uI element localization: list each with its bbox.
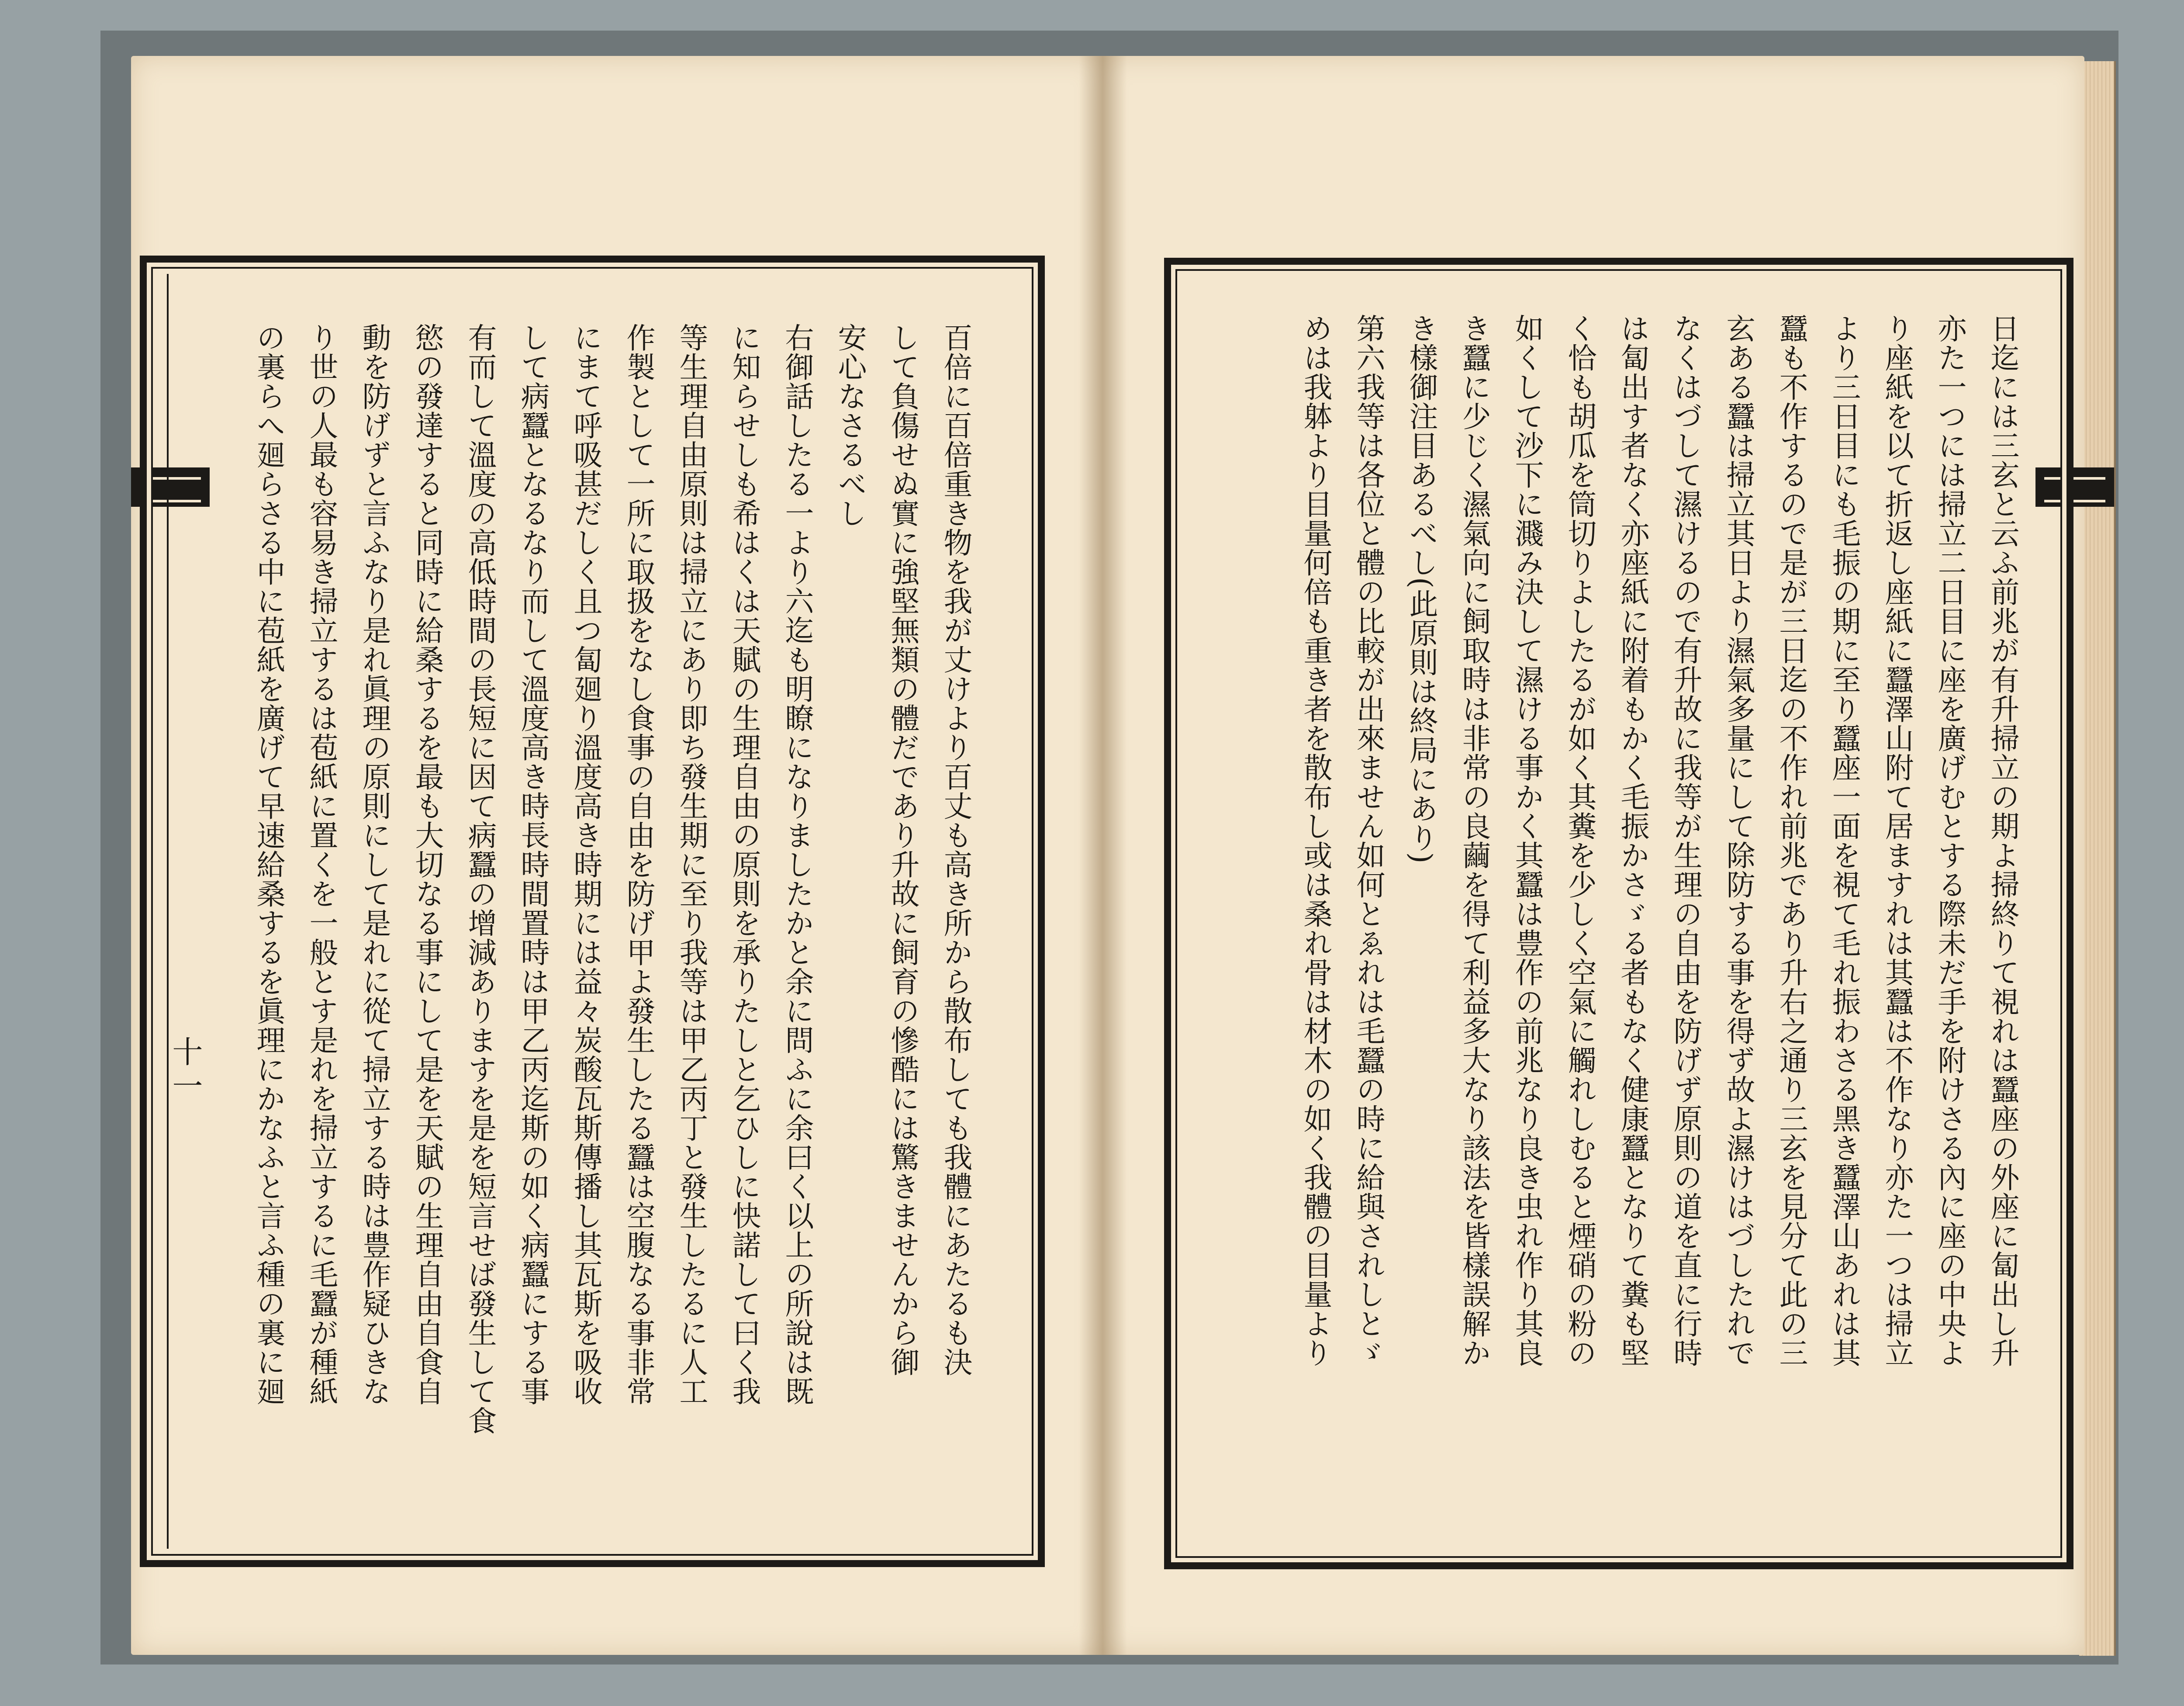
- text-column: り座紙を以て折返し座紙に蠶澤山附て居ますれは其蠶は不作なり亦た一つは掃立: [1880, 314, 1914, 1367]
- page-edge-stack: [2079, 61, 2116, 1656]
- text-column: めは我躰より目量何倍も重き者を散布し或は桑れ骨は材木の如く我體の目量より: [1299, 314, 1332, 1367]
- text-column: 玄ある蠶は掃立其日より濕氣多量にして除防する事を得ず故よ濕けはづしたれで: [1721, 314, 1755, 1367]
- text-column: より三日目にも毛振の期に至り蠶座一面を視て毛れ振わさる黑き蠶澤山あれは其: [1827, 314, 1861, 1367]
- text-column: して負傷せぬ實に強堅無類の體だであり升故に飼育の慘酷には驚きませんから御: [886, 323, 919, 1377]
- text-column: 右御話したる一より六迄も明瞭になりましたかと余に問ふに余曰く以上の所說は既: [780, 323, 814, 1406]
- page-number: 十一: [167, 1036, 203, 1104]
- book-gutter: [1079, 56, 1127, 1655]
- text-column: 等生理自由原則は掃立にあり即ち發生期に至り我等は甲乙丙丁と發生したるに人工: [674, 323, 708, 1406]
- text-column: 日迄には三玄と云ふ前兆が有升掃立の期よ掃終りて視れは蠶座の外座に匐出し升: [1986, 314, 2019, 1367]
- left-text-frame: [140, 256, 1045, 1567]
- text-column: 安心なさるべし: [833, 323, 867, 528]
- text-column: なくはづして濕けるので有升故に我等が生理の自由を防げず原則の道を直に行時: [1669, 314, 1702, 1367]
- left-page-text: [187, 263, 982, 1560]
- text-column: にまて呼吸甚だしく且つ匐廻り溫度高き時期には益々炭酸瓦斯傳播し其瓦斯を吸收: [569, 323, 602, 1406]
- folio-rule: [167, 274, 169, 1549]
- text-column: 第六我等は各位と體の比較が出來ません如何とゑれは毛蠶の時に給與されしとゞ: [1351, 314, 1385, 1367]
- text-column: 亦た一つには掃立二日目に座を廣げむとする際未だ手を附けさる內に座の中央よ: [1933, 314, 1966, 1367]
- text-column: 動を防げずと言ふなり是れ眞理の原則にして是れに從て掃立する時は豊作疑ひきな: [357, 323, 391, 1406]
- text-column: り世の人最も容易き掃立するは苞紙に置くを一般とす是れを掃立するに毛蠶が種紙: [304, 323, 338, 1406]
- right-text-frame: [1164, 258, 2073, 1569]
- text-column: 百倍に百倍重き物を我が丈けより百丈も高き所から散布しても我體にあたるも決: [939, 323, 972, 1377]
- text-column: 如くして沙下に濺み決して濕ける事かく其蠶は豊作の前兆なり良き虫れ作り其良: [1510, 314, 1544, 1367]
- text-column: き樣御注目あるべし(此原則は終局にあり): [1404, 314, 1438, 864]
- text-column: き蠶に少じく濕氣向に飼取時は非常の良繭を得て利益多大なり該法を皆樣誤解か: [1457, 314, 1491, 1367]
- right-page-text: [1208, 265, 2029, 1562]
- text-column: 作製として一所に取扱をなし食事の自由を防げ甲よ發生したる蠶は空腹なる事非常: [622, 323, 655, 1406]
- text-column: 有而して溫度の高低時間の長短に因て病蠶の增減ありますを是を短言せば發生して食: [463, 323, 497, 1435]
- text-column: に知らせしも希はくは天賦の生理自由の原則を承りたしと乞ひしに快諾して曰く我: [727, 323, 761, 1406]
- text-column: 慾の發達すると同時に給桑するを最も大切なる事にして是を天賦の生理自由自食自: [410, 323, 444, 1406]
- text-column: の裏らへ廻らさる中に苞紙を廣げて早速給桑するを眞理にかなふと言ふ種の裏に廻: [252, 323, 285, 1406]
- text-column: して病蠶となるなり而して溫度高き時長時間置時は甲乙丙迄斯の如く病蠶にする事: [516, 323, 549, 1406]
- text-column: く恰も胡瓜を筒切りよしたるが如く其糞を少しく空氣に觸れしむると煙硝の粉の: [1563, 314, 1597, 1367]
- text-column: 蠶も不作するので是が三日迄の不作れ前兆であり升右之通り三玄を見分て此の三: [1774, 314, 1808, 1367]
- text-column: は匐出す者なく亦座紙に附着もかく毛振かさゞる者もなく健康蠶となりて糞も堅: [1616, 314, 1649, 1367]
